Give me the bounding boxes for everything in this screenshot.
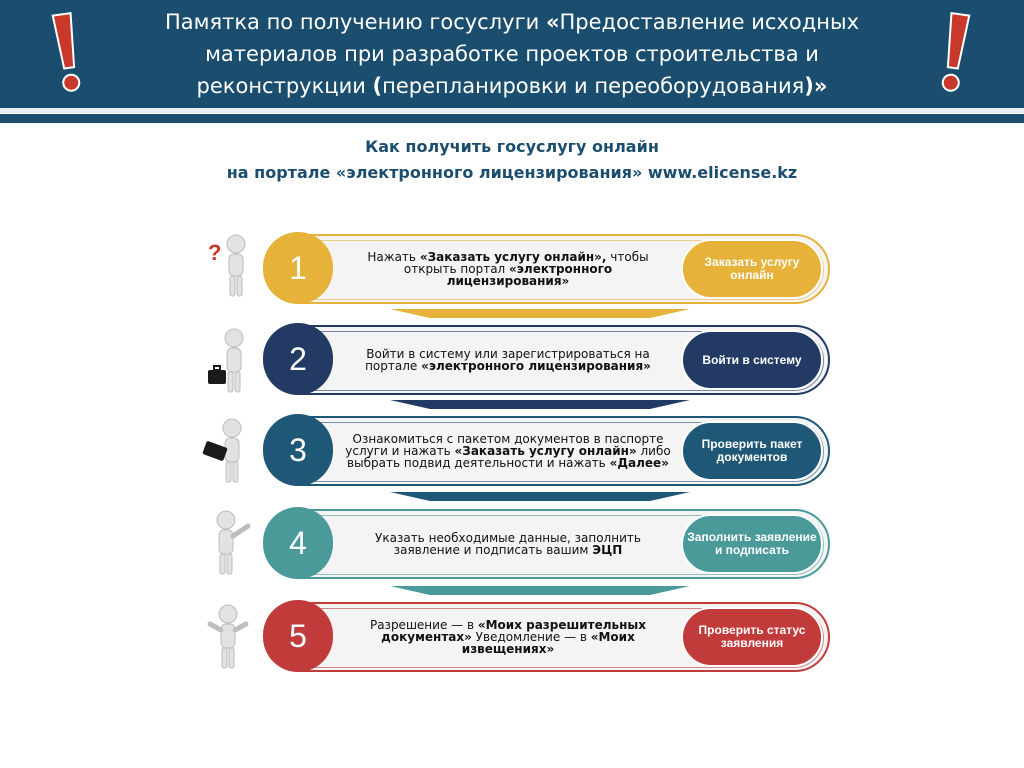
- step-2-description: Войти в систему или зарегистрироваться на портале «электронного лицензирования»: [365, 347, 651, 373]
- person-thumbsup-icon: [198, 602, 258, 674]
- exclamation-icon: [46, 8, 88, 96]
- person-pointing-icon: [198, 508, 258, 580]
- step-connector: [390, 492, 690, 502]
- login-button[interactable]: Войти в систему: [681, 330, 823, 390]
- step-3-number: 3: [263, 414, 333, 486]
- step-4-description: Указать необходимые данные, заполнить заявление и подписать вашим ЭЦП: [375, 531, 641, 557]
- step-5: [265, 602, 830, 674]
- step-2: [265, 325, 830, 397]
- step-5-number: 5: [263, 600, 333, 672]
- subtitle-line-1: Как получить госуслугу онлайн: [365, 137, 659, 156]
- subtitle-line-2: на портале «электронного лицензирования» www.elicense.kz: [226, 163, 798, 182]
- step-connector: [390, 400, 690, 410]
- step-3: [265, 416, 830, 488]
- step-2-number: 2: [263, 323, 333, 395]
- check-status-button[interactable]: Проверить статус заявления: [681, 607, 823, 667]
- header-divider: [0, 108, 1024, 113]
- step-1: [265, 234, 830, 306]
- header-banner: [0, 0, 1024, 108]
- exclamation-icon: [934, 8, 976, 96]
- step-4: [265, 509, 830, 581]
- check-documents-button[interactable]: Проверить пакет документов: [681, 421, 823, 481]
- page-title: Памятка по получению госуслуги «Предоставление исходных материалов при разработке проектов строительства и реконструкции (перепланировки и переоборудования)»: [164, 10, 859, 98]
- step-1-number: 1: [263, 232, 333, 304]
- person-question-icon: [198, 230, 258, 302]
- step-connector: [390, 586, 690, 596]
- person-tablet-icon: [198, 416, 258, 488]
- fill-application-button[interactable]: Заполнить заявление и подписать: [681, 514, 823, 574]
- step-4-number: 4: [263, 507, 333, 579]
- step-connector: [390, 309, 690, 319]
- step-1-description: Нажать «Заказать услугу онлайн», чтобы открыть портал «электронного лицензирования»: [367, 250, 649, 288]
- order-service-button[interactable]: Заказать услугу онлайн: [681, 239, 823, 299]
- step-3-description: Ознакомиться с пакетом документов в паспорте услуги и нажать «Заказать услугу онлайн» либо выбрать подвид деятельности и нажать «Далее»: [345, 432, 671, 470]
- step-5-description: Разрешение — в «Моих разрешительных документах» Уведомление — в «Моих извещениях»: [369, 618, 647, 656]
- svg-text:?: ?: [208, 240, 222, 265]
- header-divider-bar: [0, 114, 1024, 123]
- person-briefcase-icon: [198, 326, 258, 398]
